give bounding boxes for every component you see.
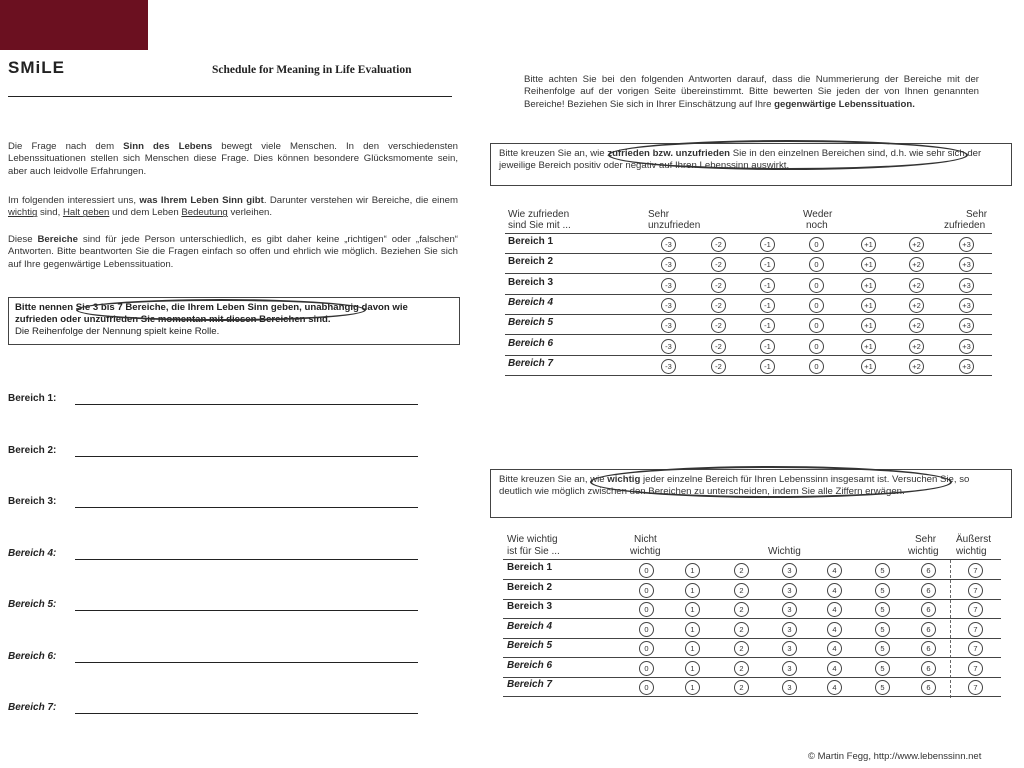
satisfaction-row-label: Bereich 3 <box>508 276 554 288</box>
rating-option-circle[interactable]: -2 <box>711 237 726 252</box>
table-rule <box>505 314 992 315</box>
intro-paragraph-2 <box>8 195 458 220</box>
rating-option-circle[interactable]: -1 <box>760 298 775 313</box>
text-run: Bitte achten Sie bei den folgenden Antworten darauf, dass die Nummerierung der Bereiche mit der Reihenfolge auf der vorigen Seite übereinstimmt. Bitte bewerten Sie jeden der von Ihnen genannten Bereiche! Beziehen Sie sich in Ihrer Einschätzung auf Ihre <box>524 74 979 110</box>
importance-option-circle[interactable]: 1 <box>685 622 700 637</box>
table-rule <box>505 375 992 376</box>
bereich-answer-line[interactable] <box>75 559 418 560</box>
bereich-field-label: Bereich 5: <box>8 599 57 610</box>
importance-option-circle[interactable]: 2 <box>734 680 749 695</box>
table-question-label: Wie zufrieden <box>508 209 570 220</box>
importance-option-circle[interactable]: 0 <box>639 583 654 598</box>
importance-option-circle[interactable]: 3 <box>782 641 797 656</box>
importance-row-label: Bereich 4 <box>507 620 553 632</box>
scale-anchor-label: Sehr <box>966 209 988 220</box>
rating-option-circle[interactable]: +3 <box>959 278 974 293</box>
rating-option-circle[interactable]: +3 <box>959 237 974 252</box>
rating-option-circle[interactable]: +3 <box>959 298 974 313</box>
importance-row-label: Bereich 5 <box>507 640 553 651</box>
importance-option-circle[interactable]: 6 <box>921 641 936 656</box>
rating-option-circle[interactable]: +2 <box>909 318 924 333</box>
scale-anchor-label: Wichtig <box>768 546 801 557</box>
satisfaction-row-label: Bereich 2 <box>508 256 554 268</box>
text-run: sind, <box>37 207 63 219</box>
scale-anchor-label: wichtig <box>630 546 661 557</box>
importance-option-circle[interactable]: 0 <box>639 680 654 695</box>
importance-option-circle[interactable]: 0 <box>639 622 654 637</box>
importance-option-circle[interactable]: 0 <box>639 641 654 656</box>
importance-option-circle[interactable]: 4 <box>827 661 842 676</box>
rating-option-circle[interactable]: 0 <box>809 257 824 272</box>
highlight-ellipse <box>608 140 968 170</box>
text-run: Im folgenden interessiert uns, <box>8 195 140 206</box>
rating-option-circle[interactable]: -1 <box>760 339 775 354</box>
satisfaction-row-label: Bereich 1 <box>508 236 554 247</box>
rating-option-circle[interactable]: 0 <box>809 237 824 252</box>
rating-option-circle[interactable]: +2 <box>909 359 924 374</box>
importance-option-circle[interactable]: 2 <box>734 602 749 617</box>
satisfaction-row-label: Bereich 7 <box>508 357 554 369</box>
text-run: Sie in den einzelnen Bereichen sind, d.h. wie sehr sich der jeweilige Bereich positiv oder negativ auf Ihren Lebenssinn auswirkt. <box>499 148 982 171</box>
highlight-ellipse <box>590 466 952 498</box>
importance-option-circle[interactable]: 2 <box>734 661 749 676</box>
rating-option-circle[interactable]: -1 <box>760 237 775 252</box>
importance-option-circle[interactable]: 5 <box>875 622 890 637</box>
form-full-title: Schedule for Meaning in Life Evaluation <box>212 64 412 76</box>
rating-option-circle[interactable]: 0 <box>809 359 824 374</box>
importance-option-circle[interactable]: 6 <box>921 583 936 598</box>
table-question-label: ist für Sie ... <box>507 546 560 557</box>
table-rule <box>505 233 992 234</box>
rating-option-circle[interactable]: +1 <box>861 318 876 333</box>
bereich-answer-line[interactable] <box>75 610 418 611</box>
importance-option-circle[interactable]: 0 <box>639 563 654 578</box>
table-rule <box>503 677 1001 678</box>
rating-option-circle[interactable]: -3 <box>661 278 676 293</box>
table-rule <box>503 657 1001 658</box>
rating-option-circle[interactable]: +2 <box>909 339 924 354</box>
bereich-field-label: Bereich 6: <box>8 650 57 662</box>
rating-option-circle[interactable]: +1 <box>861 359 876 374</box>
rating-option-circle[interactable]: -3 <box>661 318 676 333</box>
rating-option-circle[interactable]: +2 <box>909 237 924 252</box>
importance-option-circle[interactable]: 2 <box>734 563 749 578</box>
bereich-field-label: Bereich 7: <box>8 702 57 713</box>
rating-instructions <box>524 74 979 111</box>
scale-anchor-label: unzufrieden <box>648 220 701 231</box>
rating-option-circle[interactable]: +2 <box>909 257 924 272</box>
table-rule <box>503 599 1001 600</box>
scale-anchor-label: Sehr <box>915 534 937 545</box>
table-rule <box>503 618 1001 619</box>
bereich-answer-line[interactable] <box>75 456 418 457</box>
rating-option-circle[interactable]: -1 <box>760 359 775 374</box>
text-run: Bitte kreuzen Sie an, wie <box>499 148 608 159</box>
rating-option-circle[interactable]: -3 <box>661 359 676 374</box>
text-run: . Darunter verstehen wir Bereiche, die einem <box>263 195 458 206</box>
text-run: zufrieden bzw. unzufrieden <box>607 148 731 159</box>
importance-option-circle[interactable]: 5 <box>875 563 890 578</box>
importance-option-circle[interactable]: 3 <box>782 602 797 617</box>
importance-option-circle[interactable]: 0 <box>639 602 654 617</box>
rating-option-circle[interactable]: -2 <box>711 359 726 374</box>
scale-anchor-label: Sehr <box>648 209 670 220</box>
rating-option-circle[interactable]: -1 <box>760 257 775 272</box>
importance-option-circle[interactable]: 7 <box>968 583 983 598</box>
importance-option-circle[interactable]: 4 <box>827 563 842 578</box>
importance-row-label: Bereich 1 <box>507 562 553 573</box>
importance-option-circle[interactable]: 1 <box>685 661 700 676</box>
importance-option-circle[interactable]: 7 <box>968 563 983 578</box>
rating-option-circle[interactable]: 0 <box>809 339 824 354</box>
importance-row-label: Bereich 3 <box>507 601 553 612</box>
rating-option-circle[interactable]: -1 <box>760 278 775 293</box>
text-run: Bedeutung <box>181 207 228 219</box>
rating-option-circle[interactable]: -3 <box>661 257 676 272</box>
importance-option-circle[interactable]: 7 <box>968 680 983 695</box>
rating-option-circle[interactable]: -3 <box>661 237 676 252</box>
satisfaction-row-label: Bereich 4 <box>508 296 554 308</box>
text-run: bewegt viele Menschen. In den verschiedensten Lebenssituationen stellen sich Menschen diese Frage. Dies können besondere Glücksmomente sein, aber auch leidvolle Erfahrungen. <box>8 141 458 177</box>
scale-anchor-label: zufrieden <box>944 220 986 231</box>
table-rule <box>505 355 992 356</box>
text-run: wichtig <box>8 207 38 219</box>
importance-option-circle[interactable]: 7 <box>968 602 983 617</box>
text-run: und dem Leben <box>109 207 182 219</box>
rating-option-circle[interactable]: +1 <box>861 237 876 252</box>
importance-option-circle[interactable]: 3 <box>782 680 797 695</box>
importance-option-circle[interactable]: 6 <box>921 680 936 695</box>
copyright-credit: © Martin Fegg, http://www.lebenssinn.net <box>808 751 982 762</box>
text-run: verleihen. <box>227 207 273 219</box>
rating-option-circle[interactable]: -2 <box>711 339 726 354</box>
importance-option-circle[interactable]: 3 <box>782 563 797 578</box>
importance-option-circle[interactable]: 4 <box>827 583 842 598</box>
importance-option-circle[interactable]: 4 <box>827 641 842 656</box>
importance-option-circle[interactable]: 2 <box>734 583 749 598</box>
scale-anchor-label: Äußerst <box>956 534 992 545</box>
importance-option-circle[interactable]: 1 <box>685 563 700 578</box>
text-run: gegenwärtige Lebenssituation. <box>774 98 915 110</box>
text-run: sind für jede Person unterschiedlich, es gibt daher keine „richtigen“ oder „falschen“ Antworten. Bitte beantworten Sie die Fragen einfach so offen und ehrlich wie möglich. Beziehen Sie sich auf Ihre gegenwärtige Lebenssituation. <box>8 234 458 270</box>
importance-row-label: Bereich 2 <box>507 581 553 593</box>
rating-option-circle[interactable]: -2 <box>711 298 726 313</box>
bereich-field-label: Bereich 4: <box>8 547 57 559</box>
table-rule <box>505 273 992 274</box>
importance-option-circle[interactable]: 7 <box>968 641 983 656</box>
rating-option-circle[interactable]: +3 <box>959 318 974 333</box>
importance-option-circle[interactable]: 3 <box>782 583 797 598</box>
instruction-bold: Bitte nennen Sie 3 bis 7 Bereiche, die Ihrem Leben Sinn geben, unabhängig davon wie zufrieden oder unzufrieden Sie momentan mit diesen Bereichen sind. <box>15 302 408 325</box>
rating-option-circle[interactable]: +2 <box>909 298 924 313</box>
bereich-field-label: Bereich 3: <box>8 496 57 507</box>
importance-option-circle[interactable]: 1 <box>685 641 700 656</box>
rating-option-circle[interactable]: 0 <box>809 298 824 313</box>
rating-option-circle[interactable]: +1 <box>861 278 876 293</box>
title-rule <box>8 96 452 97</box>
rating-option-circle[interactable]: -3 <box>661 339 676 354</box>
importance-option-circle[interactable]: 4 <box>827 622 842 637</box>
bereich-answer-line[interactable] <box>75 507 418 508</box>
importance-option-circle[interactable]: 3 <box>782 661 797 676</box>
importance-option-circle[interactable]: 1 <box>685 602 700 617</box>
highlight-ellipse <box>76 299 366 321</box>
satisfaction-row-label: Bereich 6 <box>508 337 554 349</box>
bereich-answer-line[interactable] <box>75 662 418 663</box>
rating-option-circle[interactable]: 0 <box>809 318 824 333</box>
rating-option-circle[interactable]: -2 <box>711 278 726 293</box>
table-rule <box>505 253 992 254</box>
bereich-answer-line[interactable] <box>75 713 418 714</box>
text-run: was Ihrem Leben Sinn gibt <box>139 195 264 206</box>
rating-option-circle[interactable]: -3 <box>661 298 676 313</box>
importance-option-circle[interactable]: 1 <box>685 583 700 598</box>
rating-option-circle[interactable]: +3 <box>959 339 974 354</box>
satisfaction-row-label: Bereich 5 <box>508 317 554 329</box>
importance-option-circle[interactable]: 0 <box>639 661 654 676</box>
importance-option-circle[interactable]: 4 <box>827 680 842 695</box>
importance-option-circle[interactable]: 5 <box>875 680 890 695</box>
rating-option-circle[interactable]: +2 <box>909 278 924 293</box>
scale-anchor-label: Nicht <box>634 534 657 545</box>
text-run: jeder einzelne Bereich für Ihren Lebenssinn insgesamt ist. Versuchen Sie, so deutlich wie möglich zwischen den Bereichen zu unterscheiden, indem Sie alle Ziffern erwägen. <box>499 474 970 497</box>
text-run: wichtig <box>607 474 641 485</box>
scale-anchor-label: wichtig <box>956 546 987 557</box>
intro-paragraph-3 <box>8 234 458 271</box>
rating-option-circle[interactable]: -2 <box>711 257 726 272</box>
rating-option-circle[interactable]: -1 <box>760 318 775 333</box>
rating-option-circle[interactable]: +1 <box>861 257 876 272</box>
text-run: Bitte kreuzen Sie an, wie <box>499 474 608 485</box>
table-question-label: Wie wichtig <box>507 534 558 545</box>
corner-color-block <box>0 0 148 50</box>
text-run: Sinn des Lebens <box>123 141 213 152</box>
scale-anchor-label: wichtig <box>908 546 939 557</box>
importance-option-circle[interactable]: 5 <box>875 661 890 676</box>
importance-option-circle[interactable]: 1 <box>685 680 700 695</box>
importance-option-circle[interactable]: 7 <box>968 661 983 676</box>
text-run: Die Frage nach dem <box>8 141 124 152</box>
importance-option-circle[interactable]: 6 <box>921 661 936 676</box>
scale-anchor-label: Weder <box>803 209 833 220</box>
table-rule <box>503 638 1001 639</box>
importance-option-circle[interactable]: 2 <box>734 622 749 637</box>
importance-option-circle[interactable]: 4 <box>827 602 842 617</box>
rating-option-circle[interactable]: 0 <box>809 278 824 293</box>
rating-option-circle[interactable]: +3 <box>959 359 974 374</box>
instruction-normal: Die Reihenfolge der Nennung spielt keine Rolle. <box>15 326 220 337</box>
table-rule <box>503 696 1001 697</box>
rating-option-circle[interactable]: +1 <box>861 298 876 313</box>
text-run: Diese <box>8 234 38 245</box>
rating-option-circle[interactable]: +3 <box>959 257 974 272</box>
importance-option-circle[interactable]: 6 <box>921 563 936 578</box>
importance-row-label: Bereich 7 <box>507 679 553 690</box>
rating-option-circle[interactable]: +1 <box>861 339 876 354</box>
table-rule <box>505 294 992 295</box>
importance-option-circle[interactable]: 3 <box>782 622 797 637</box>
importance-option-circle[interactable]: 5 <box>875 583 890 598</box>
bereich-answer-line[interactable] <box>75 404 418 405</box>
importance-option-circle[interactable]: 6 <box>921 602 936 617</box>
rating-option-circle[interactable]: -2 <box>711 318 726 333</box>
text-run: Bereiche <box>37 234 78 245</box>
importance-option-circle[interactable]: 5 <box>875 641 890 656</box>
importance-option-circle[interactable]: 7 <box>968 622 983 637</box>
scale-anchor-label: noch <box>806 220 828 231</box>
table-question-label: sind Sie mit ... <box>508 220 571 231</box>
importance-row-label: Bereich 6 <box>507 659 553 671</box>
importance-option-circle[interactable]: 2 <box>734 641 749 656</box>
table-rule <box>503 559 1001 560</box>
bereich-field-label: Bereich 1: <box>8 393 57 404</box>
brand-title: SMiLE <box>8 58 65 77</box>
table-rule <box>505 334 992 335</box>
bereich-field-label: Bereich 2: <box>8 444 57 456</box>
intro-paragraph-1 <box>8 141 458 178</box>
table-rule <box>503 579 1001 580</box>
importance-option-circle[interactable]: 6 <box>921 622 936 637</box>
text-run: Halt geben <box>62 207 110 219</box>
importance-option-circle[interactable]: 5 <box>875 602 890 617</box>
